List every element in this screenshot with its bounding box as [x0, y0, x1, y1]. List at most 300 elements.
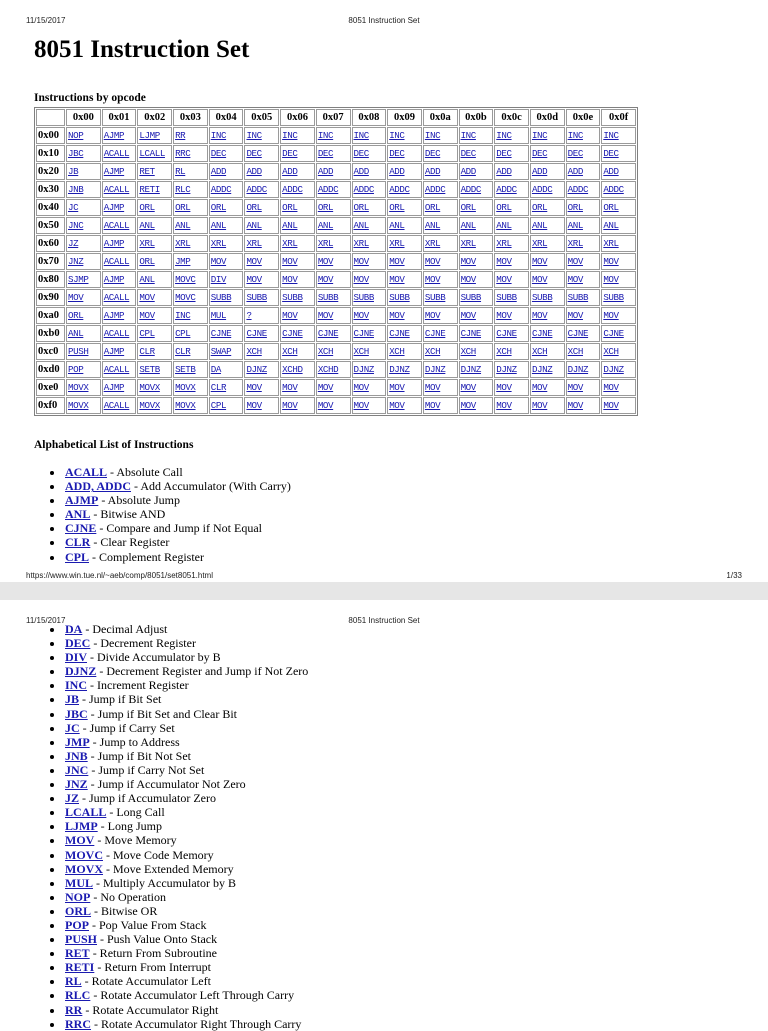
instruction-link[interactable]: SUBB — [389, 292, 410, 303]
instruction-link[interactable]: MOV — [210, 256, 227, 267]
instruction-link[interactable]: DJNZ — [460, 364, 482, 375]
instruction-name-link[interactable]: JZ — [65, 791, 80, 806]
instruction-link[interactable]: SUBB — [317, 292, 339, 303]
instruction-link[interactable]: ANL — [175, 220, 191, 231]
instruction-link[interactable]: MOVX — [175, 382, 196, 393]
instruction-link[interactable]: MOV — [246, 382, 262, 393]
instruction-link[interactable]: RRC — [175, 148, 191, 159]
instruction-link[interactable]: XRL — [531, 238, 548, 249]
instruction-link[interactable]: ADDC — [389, 184, 410, 195]
instruction-link[interactable]: MOV — [496, 382, 512, 393]
instruction-link[interactable]: INC — [282, 130, 298, 141]
instruction-link[interactable]: SWAP — [210, 346, 232, 357]
instruction-link[interactable]: INC — [210, 130, 227, 141]
instruction-name-link[interactable]: RET — [65, 946, 90, 961]
instruction-link[interactable]: MOV — [567, 400, 583, 411]
instruction-name-link[interactable]: LCALL — [65, 805, 107, 820]
instruction-link[interactable]: MOV — [282, 256, 298, 267]
instruction-link[interactable]: ACALL — [103, 148, 130, 159]
instruction-link[interactable]: DJNZ — [531, 364, 553, 375]
instruction-link[interactable]: MOV — [282, 310, 298, 321]
instruction-link[interactable]: XRL — [282, 238, 298, 249]
instruction-link[interactable]: MOV — [389, 310, 405, 321]
instruction-link[interactable]: CPL — [210, 400, 227, 411]
instruction-link[interactable]: DJNZ — [424, 364, 446, 375]
instruction-link[interactable]: INC — [567, 130, 583, 141]
instruction-link[interactable]: XCH — [317, 346, 334, 357]
instruction-link[interactable]: ORL — [424, 202, 441, 213]
instruction-link[interactable]: XCH — [460, 346, 476, 357]
instruction-link[interactable]: ADD — [389, 166, 405, 177]
instruction-link[interactable]: MOV — [317, 382, 334, 393]
instruction-link[interactable]: AJMP — [103, 238, 125, 249]
instruction-link[interactable]: DJNZ — [603, 364, 624, 375]
instruction-link[interactable]: INC — [353, 130, 369, 141]
instruction-link[interactable]: SUBB — [567, 292, 589, 303]
instruction-link[interactable]: PUSH — [68, 346, 89, 357]
instruction-link[interactable]: ANL — [603, 220, 619, 231]
instruction-link[interactable]: AJMP — [103, 202, 125, 213]
instruction-link[interactable]: MOV — [567, 310, 583, 321]
instruction-name-link[interactable]: POP — [65, 917, 89, 932]
instruction-link[interactable]: ANL — [496, 220, 512, 231]
instruction-link[interactable]: AJMP — [103, 130, 125, 141]
instruction-link[interactable]: CJNE — [567, 328, 589, 339]
instruction-link[interactable]: MOVX — [139, 400, 160, 411]
instruction-link[interactable]: INC — [246, 130, 262, 141]
instruction-link[interactable]: ACALL — [103, 184, 130, 195]
instruction-name-link[interactable]: JB — [65, 692, 80, 707]
instruction-link[interactable]: ANL — [424, 220, 441, 231]
instruction-name-link[interactable]: INC — [65, 678, 88, 693]
instruction-link[interactable]: AJMP — [103, 166, 125, 177]
instruction-link[interactable]: MOV — [531, 256, 548, 267]
instruction-link[interactable]: ANL — [246, 220, 262, 231]
instruction-link[interactable]: XCH — [603, 346, 619, 357]
instruction-link[interactable]: ADD — [424, 166, 441, 177]
instruction-link[interactable]: SJMP — [68, 274, 89, 285]
instruction-name-link[interactable]: RLC — [65, 988, 91, 1003]
instruction-link[interactable]: XRL — [175, 238, 191, 249]
instruction-link[interactable]: MOV — [460, 382, 476, 393]
instruction-name-link[interactable]: JNC — [65, 762, 89, 777]
instruction-link[interactable]: SUBB — [353, 292, 374, 303]
instruction-link[interactable]: MOVC — [175, 292, 196, 303]
instruction-link[interactable]: MOV — [567, 382, 583, 393]
instruction-link[interactable]: CJNE — [210, 328, 232, 339]
instruction-link[interactable]: MOV — [460, 256, 476, 267]
instruction-link[interactable]: CJNE — [496, 328, 517, 339]
instruction-link[interactable]: MOV — [282, 400, 298, 411]
instruction-link[interactable]: ADDC — [317, 184, 339, 195]
instruction-link[interactable]: XCH — [246, 346, 262, 357]
instruction-link[interactable]: RET — [139, 166, 155, 177]
instruction-link[interactable]: ANL — [353, 220, 369, 231]
instruction-link[interactable]: SUBB — [531, 292, 553, 303]
instruction-link[interactable]: XCH — [353, 346, 369, 357]
instruction-link[interactable]: ADDC — [210, 184, 232, 195]
instruction-link[interactable]: AJMP — [103, 346, 125, 357]
instruction-link[interactable]: MOV — [139, 292, 155, 303]
instruction-link[interactable]: MOV — [389, 274, 405, 285]
instruction-link[interactable]: CJNE — [389, 328, 410, 339]
instruction-name-link[interactable]: CJNE — [65, 521, 97, 536]
instruction-link[interactable]: XRL — [139, 238, 155, 249]
instruction-link[interactable]: DIV — [210, 274, 227, 285]
instruction-link[interactable]: MOV — [282, 382, 298, 393]
opcode-cell — [66, 379, 101, 396]
instruction-link[interactable]: MOV — [496, 400, 512, 411]
instruction-link[interactable]: MOVX — [68, 382, 89, 393]
instruction-link[interactable]: DEC — [353, 148, 369, 159]
instruction-name-link[interactable]: LJMP — [65, 819, 98, 834]
instruction-link[interactable]: SUBB — [282, 292, 303, 303]
instruction-link[interactable]: CJNE — [246, 328, 267, 339]
instruction-name-link[interactable]: MOVX — [65, 861, 103, 876]
instruction-link[interactable]: ORL — [603, 202, 619, 213]
instruction-link[interactable]: XRL — [460, 238, 476, 249]
instruction-link[interactable]: SUBB — [424, 292, 446, 303]
table-corner-cell — [36, 109, 65, 126]
instruction-link[interactable]: ORL — [210, 202, 227, 213]
instruction-link[interactable]: SETB — [139, 364, 160, 375]
instruction-link[interactable]: ORL — [353, 202, 369, 213]
instruction-link[interactable]: DEC — [567, 148, 583, 159]
instruction-link[interactable]: CLR — [210, 382, 227, 393]
instruction-link[interactable]: MOVX — [139, 382, 160, 393]
instruction-link[interactable]: XCH — [424, 346, 441, 357]
instruction-link[interactable]: CJNE — [282, 328, 303, 339]
instruction-link[interactable]: ADD — [460, 166, 476, 177]
instruction-link[interactable]: ANL — [531, 220, 548, 231]
instruction-link[interactable]: DEC — [424, 148, 441, 159]
instruction-link[interactable]: ADDC — [496, 184, 517, 195]
instruction-link[interactable]: JB — [68, 166, 79, 177]
instruction-link[interactable]: MOV — [603, 382, 619, 393]
instruction-link[interactable]: ADD — [353, 166, 369, 177]
instruction-link[interactable]: ADD — [210, 166, 227, 177]
instruction-link[interactable]: DEC — [603, 148, 619, 159]
instruction-link[interactable]: ORL — [389, 202, 405, 213]
instruction-link[interactable]: DJNZ — [567, 364, 589, 375]
instruction-link[interactable]: ADDC — [282, 184, 303, 195]
instruction-link[interactable]: MOV — [496, 256, 512, 267]
instruction-link[interactable]: SUBB — [603, 292, 624, 303]
instruction-link[interactable]: ORL — [139, 202, 155, 213]
instruction-link[interactable]: ANL — [210, 220, 227, 231]
instruction-link[interactable]: INC — [389, 130, 405, 141]
instruction-link[interactable]: MOV — [460, 274, 476, 285]
instruction-link[interactable]: MOV — [353, 310, 369, 321]
instruction-link[interactable]: ORL — [496, 202, 512, 213]
instruction-link[interactable]: MOV — [317, 310, 334, 321]
instruction-link[interactable]: MOV — [496, 274, 512, 285]
instruction-link[interactable]: AJMP — [103, 382, 125, 393]
instruction-link[interactable]: JC — [68, 202, 79, 213]
instruction-link[interactable]: ANL — [139, 220, 155, 231]
instruction-link[interactable]: ADDC — [531, 184, 553, 195]
instruction-link[interactable]: ANL — [68, 328, 84, 339]
instruction-name-link[interactable]: JC — [65, 720, 80, 735]
instruction-link[interactable]: MOV — [496, 310, 512, 321]
instruction-link[interactable]: RL — [175, 166, 186, 177]
instruction-link[interactable]: DEC — [496, 148, 512, 159]
instruction-name-link[interactable]: PUSH — [65, 932, 98, 947]
instruction-link[interactable]: DEC — [210, 148, 227, 159]
instruction-link[interactable]: MOV — [567, 256, 583, 267]
instruction-name-link[interactable]: ANL — [65, 507, 91, 522]
instruction-link[interactable]: MOVX — [175, 400, 196, 411]
instruction-link[interactable]: INC — [496, 130, 512, 141]
instruction-link[interactable]: XRL — [567, 238, 583, 249]
instruction-link[interactable]: MOV — [246, 256, 262, 267]
instruction-link[interactable]: ADDC — [567, 184, 589, 195]
instruction-link[interactable]: ? — [246, 310, 252, 321]
instruction-link[interactable]: XCH — [496, 346, 512, 357]
instruction-link[interactable]: ORL — [460, 202, 476, 213]
instruction-name-link[interactable]: MUL — [65, 875, 93, 890]
opcode-cell — [137, 307, 172, 324]
instruction-link[interactable]: INC — [531, 130, 548, 141]
opcode-cell — [280, 217, 315, 234]
instruction-name-link[interactable]: RL — [65, 974, 82, 989]
instruction-link[interactable]: XRL — [353, 238, 369, 249]
instruction-link[interactable]: RETI — [139, 184, 160, 195]
instruction-link[interactable]: ANL — [460, 220, 476, 231]
instruction-link[interactable]: DEC — [389, 148, 405, 159]
instruction-link[interactable]: XCH — [389, 346, 405, 357]
instruction-name-link[interactable]: RR — [65, 1002, 83, 1017]
instruction-link[interactable]: MOV — [424, 256, 441, 267]
instruction-link[interactable]: INC — [175, 310, 191, 321]
instruction-link[interactable]: XRL — [246, 238, 262, 249]
instruction-description: - Decimal Adjust — [82, 622, 168, 636]
instruction-link[interactable]: XCHD — [317, 364, 339, 375]
instruction-link[interactable]: MOV — [317, 274, 334, 285]
instruction-link[interactable]: ADD — [282, 166, 298, 177]
instruction-link[interactable]: AJMP — [103, 274, 125, 285]
instruction-link[interactable]: LCALL — [139, 148, 165, 159]
instruction-name-link[interactable]: CLR — [65, 535, 91, 550]
instruction-link[interactable]: DJNZ — [496, 364, 517, 375]
instruction-link[interactable]: ACALL — [103, 328, 130, 339]
instruction-link[interactable]: JBC — [68, 148, 84, 159]
instruction-link[interactable]: DEC — [246, 148, 262, 159]
instruction-link[interactable]: RR — [175, 130, 186, 141]
instruction-link[interactable]: MOV — [424, 382, 441, 393]
instruction-link[interactable]: JNC — [68, 220, 84, 231]
instruction-name-link[interactable]: ACALL — [65, 465, 108, 479]
instruction-link[interactable]: ANL — [317, 220, 334, 231]
instruction-link[interactable]: ADD — [531, 166, 548, 177]
instruction-link[interactable]: ORL — [139, 256, 155, 267]
instruction-link[interactable]: XRL — [496, 238, 512, 249]
instruction-link[interactable]: SUBB — [460, 292, 482, 303]
instruction-link[interactable]: XRL — [210, 238, 227, 249]
instruction-link[interactable]: CPL — [139, 328, 155, 339]
instruction-link[interactable]: MOV — [531, 310, 548, 321]
instruction-name-link[interactable]: DJNZ — [65, 664, 97, 679]
instruction-link[interactable]: LJMP — [139, 130, 160, 141]
instruction-link[interactable]: MOV — [317, 400, 334, 411]
instruction-link[interactable]: CJNE — [424, 328, 446, 339]
instruction-link[interactable]: SETB — [175, 364, 196, 375]
instruction-link[interactable]: INC — [460, 130, 476, 141]
instruction-link[interactable]: ANL — [389, 220, 405, 231]
instruction-link[interactable]: XCH — [282, 346, 298, 357]
instruction-link[interactable]: INC — [424, 130, 441, 141]
instruction-link[interactable]: INC — [317, 130, 334, 141]
instruction-link[interactable]: JMP — [175, 256, 191, 267]
instruction-link[interactable]: XRL — [424, 238, 441, 249]
instruction-link[interactable]: SUBB — [496, 292, 517, 303]
instruction-link[interactable]: AJMP — [103, 310, 125, 321]
instruction-name-link[interactable]: NOP — [65, 889, 91, 904]
instruction-link[interactable]: NOP — [68, 130, 84, 141]
instruction-link[interactable]: ANL — [139, 274, 155, 285]
instruction-link[interactable]: ACALL — [103, 292, 130, 303]
instruction-link[interactable]: ORL — [175, 202, 191, 213]
instruction-name-link[interactable]: DIV — [65, 650, 88, 665]
instruction-link[interactable]: XCHD — [282, 364, 303, 375]
instruction-name-link[interactable]: CPL — [65, 549, 89, 564]
instruction-link[interactable]: ACALL — [103, 256, 130, 267]
instruction-link[interactable]: ADDC — [460, 184, 482, 195]
instruction-link[interactable]: XRL — [317, 238, 334, 249]
instruction-link[interactable]: XCH — [531, 346, 548, 357]
instruction-link[interactable]: JNZ — [68, 256, 84, 267]
opcode-cell — [316, 127, 351, 144]
instruction-link[interactable]: MOV — [424, 274, 441, 285]
instruction-name-link[interactable]: DA — [65, 622, 83, 636]
instruction-link[interactable]: ANL — [282, 220, 298, 231]
instruction-link[interactable]: DJNZ — [246, 364, 267, 375]
instruction-link[interactable]: MOV — [603, 310, 619, 321]
instruction-name-link[interactable]: MOVC — [65, 847, 103, 862]
instruction-link[interactable]: CLR — [139, 346, 155, 357]
instruction-link[interactable]: MOV — [282, 274, 298, 285]
instruction-link[interactable]: ACALL — [103, 220, 130, 231]
instruction-link[interactable]: MOV — [353, 400, 369, 411]
instruction-link[interactable]: ORL — [317, 202, 334, 213]
instruction-link[interactable]: ADDC — [246, 184, 267, 195]
instruction-link[interactable]: MOVX — [68, 400, 89, 411]
instruction-link[interactable]: ADDC — [603, 184, 624, 195]
instruction-link[interactable]: POP — [68, 364, 84, 375]
instruction-link[interactable]: MOV — [603, 400, 619, 411]
instruction-link[interactable]: ORL — [68, 310, 84, 321]
instruction-link[interactable]: MOV — [531, 274, 548, 285]
instruction-link[interactable]: ADDC — [424, 184, 446, 195]
instruction-link[interactable]: ANL — [567, 220, 583, 231]
instruction-link[interactable]: XCH — [567, 346, 583, 357]
instruction-link[interactable]: MOV — [389, 382, 405, 393]
instruction-link[interactable]: MOV — [424, 310, 441, 321]
instruction-link[interactable]: DEC — [282, 148, 298, 159]
instruction-name-link[interactable]: MOV — [65, 833, 95, 848]
instruction-link[interactable]: DJNZ — [389, 364, 410, 375]
opcode-cell — [244, 145, 279, 162]
instruction-link[interactable]: ACALL — [103, 364, 130, 375]
instruction-link[interactable]: MOV — [389, 400, 405, 411]
instruction-link[interactable]: SUBB — [246, 292, 267, 303]
instruction-link[interactable]: DJNZ — [353, 364, 374, 375]
instruction-link[interactable]: MUL — [210, 310, 227, 321]
instruction-link[interactable]: MOV — [603, 274, 619, 285]
instruction-link[interactable]: DEC — [460, 148, 476, 159]
instruction-name-link[interactable]: JNZ — [65, 777, 88, 792]
instruction-name-link[interactable]: JBC — [65, 706, 88, 721]
instruction-name-link[interactable]: JNB — [65, 748, 88, 763]
instruction-link[interactable]: ORL — [282, 202, 298, 213]
instruction-link[interactable]: MOVC — [175, 274, 196, 285]
instruction-link[interactable]: SUBB — [210, 292, 232, 303]
instruction-link[interactable]: DEC — [531, 148, 548, 159]
instruction-link[interactable]: CJNE — [353, 328, 374, 339]
instruction-link[interactable]: XRL — [603, 238, 619, 249]
instruction-link[interactable]: INC — [603, 130, 619, 141]
instruction-link[interactable]: ADD — [496, 166, 512, 177]
instruction-link[interactable]: ADD — [246, 166, 262, 177]
instruction-link[interactable]: JNB — [68, 184, 84, 195]
instruction-link[interactable]: CJNE — [531, 328, 553, 339]
instruction-name-link[interactable]: JMP — [65, 734, 90, 749]
instruction-link[interactable]: JZ — [68, 238, 79, 249]
instruction-link[interactable]: MOV — [353, 382, 369, 393]
instruction-link[interactable]: MOV — [246, 274, 262, 285]
instruction-link[interactable]: RLC — [175, 184, 191, 195]
instruction-link[interactable]: ACALL — [103, 400, 130, 411]
instruction-name-link[interactable]: AJMP — [65, 493, 99, 508]
instruction-link[interactable]: ORL — [246, 202, 262, 213]
instruction-link[interactable]: ADD — [317, 166, 334, 177]
instruction-link[interactable]: MOV — [353, 274, 369, 285]
instruction-link[interactable]: MOV — [603, 256, 619, 267]
instruction-link[interactable]: XRL — [389, 238, 405, 249]
instruction-link[interactable]: MOV — [424, 400, 441, 411]
instruction-link[interactable]: DA — [210, 364, 221, 375]
instruction-link[interactable]: MOV — [389, 256, 405, 267]
instruction-link[interactable]: MOV — [531, 382, 548, 393]
instruction-link[interactable]: CPL — [175, 328, 191, 339]
instruction-name-link[interactable]: ORL — [65, 903, 92, 918]
instruction-link[interactable]: MOV — [246, 400, 262, 411]
instruction-link[interactable]: MOV — [139, 310, 155, 321]
instruction-link[interactable]: ORL — [567, 202, 583, 213]
instruction-link[interactable]: DEC — [317, 148, 334, 159]
instruction-link[interactable]: MOV — [567, 274, 583, 285]
instruction-link[interactable]: MOV — [460, 400, 476, 411]
instruction-link[interactable]: ADD — [567, 166, 583, 177]
instruction-link[interactable]: MOV — [531, 400, 548, 411]
instruction-link[interactable]: CJNE — [460, 328, 482, 339]
instruction-name-link[interactable]: RETI — [65, 960, 95, 975]
instruction-link[interactable]: ORL — [531, 202, 548, 213]
instruction-link[interactable]: MOV — [317, 256, 334, 267]
instruction-name-link[interactable]: ADD, ADDC — [65, 479, 131, 494]
instruction-name-link[interactable]: DEC — [65, 636, 91, 651]
instruction-link[interactable]: MOV — [460, 310, 476, 321]
instruction-link[interactable]: CLR — [175, 346, 191, 357]
instruction-link[interactable]: ADDC — [353, 184, 374, 195]
instruction-link[interactable]: ADD — [603, 166, 619, 177]
opcode-cell — [102, 361, 137, 378]
instruction-link[interactable]: MOV — [68, 292, 84, 303]
instruction-name-link[interactable]: RRC — [65, 1016, 91, 1031]
instruction-link[interactable]: CJNE — [603, 328, 624, 339]
instruction-link[interactable]: CJNE — [317, 328, 339, 339]
instruction-link[interactable]: MOV — [353, 256, 369, 267]
